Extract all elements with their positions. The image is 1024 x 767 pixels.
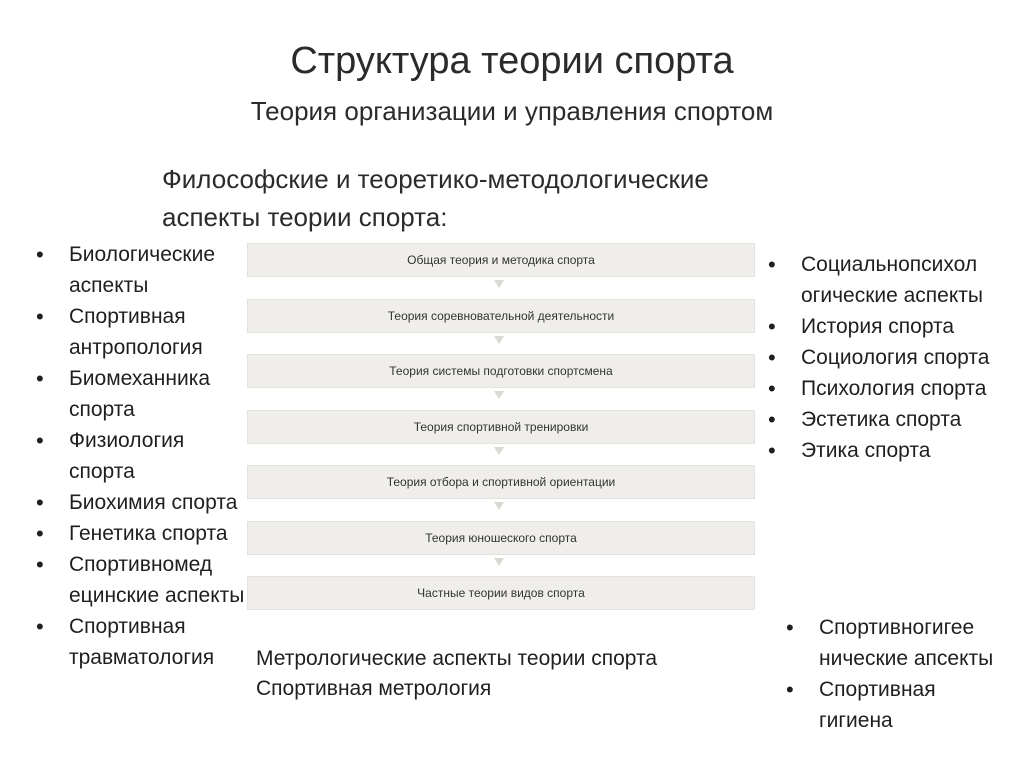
process-box: Частные теории видов спорта [247,576,755,610]
list-item: • Физиология спорта [36,425,246,487]
list-item: • Генетика спорта [36,518,246,549]
page-title: Структура теории спорта [290,40,734,82]
hygiene-aspects-list [786,612,1011,736]
metrology-line-2: Спортивная метрология [256,677,492,700]
down-arrow-icon [494,502,504,510]
page-subtitle: Теория организации и управления спортом [250,96,774,126]
list-item: • Спортивная гигиена [786,674,1011,736]
list-item: • Спортивногигее нические апсекты [786,612,1011,674]
philosophy-line-2: аспекты теории спорта: [162,202,448,232]
down-arrow-icon [494,558,504,566]
process-box: Теория юношеского спорта [247,521,755,555]
process-box: Общая теория и методика спорта [247,243,755,277]
social-aspects-list [768,249,1008,466]
metrology-block [256,644,756,704]
list-item: • Спортивная антропология [36,301,246,363]
process-box: Теория системы подготовки спортсмена [247,354,755,388]
list-item: • Эстетика спорта [768,404,1008,435]
philosophy-heading [162,160,862,236]
list-item: • Спортивная травматология [36,611,246,673]
list-item: • Биологические аспекты [36,239,246,301]
biological-aspects-list [36,239,246,673]
down-arrow-icon [494,391,504,399]
list-item: • Спортивномед ецинские аспекты [36,549,246,611]
list-item: • Биохимия спорта [36,487,246,518]
philosophy-line-1: Философские и теоретико-методологические [162,164,709,194]
list-item: • Биомеханника спорта [36,363,246,425]
down-arrow-icon [494,447,504,455]
process-box: Теория спортивной тренировки [247,410,755,444]
list-item: • Этика спорта [768,435,1008,466]
list-item: • Психология спорта [768,373,1008,404]
process-box: Теория соревновательной деятельности [247,299,755,333]
down-arrow-icon [494,336,504,344]
list-item: • Социология спорта [768,342,1008,373]
process-box: Теория отбора и спортивной ориентации [247,465,755,499]
list-item: • Социальнопсихол огические аспекты [768,249,1008,311]
list-item: • История спорта [768,311,1008,342]
metrology-line-1: Метрологические аспекты теории спорта [256,647,658,670]
down-arrow-icon [494,280,504,288]
